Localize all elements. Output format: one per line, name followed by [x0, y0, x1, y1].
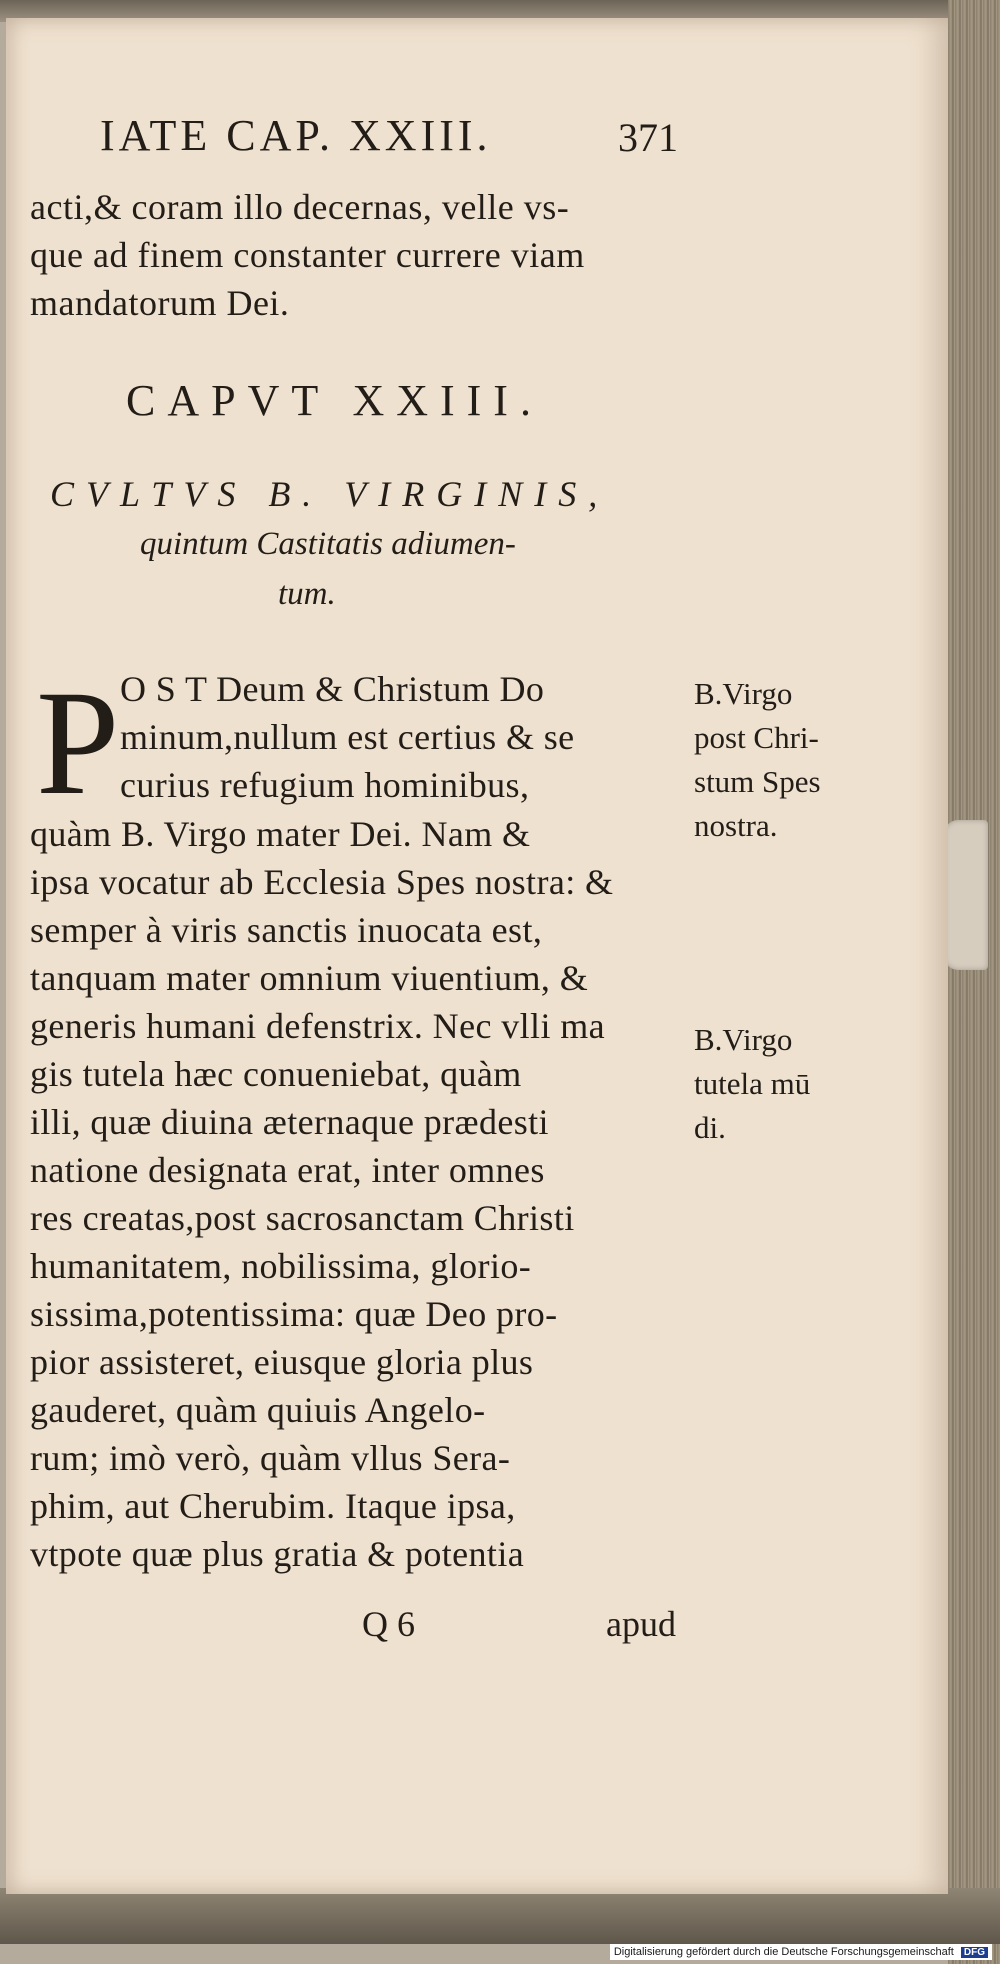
text-line: pior assisteret, eiusque gloria plus: [30, 1342, 534, 1382]
text-line: tanquam mater omnium viuentium, &: [30, 958, 589, 998]
dfg-logo: DFG: [961, 1947, 988, 1958]
chapter-subtitle: CVLTVS B. VIRGINIS,: [50, 474, 610, 514]
margin-note-line: di.: [694, 1110, 726, 1145]
margin-note: [694, 672, 821, 848]
text-line: sissima,potentissima: quæ Deo pro-: [30, 1294, 558, 1334]
text-line: semper à viris sanctis inuocata est,: [30, 910, 543, 950]
digitization-credit: [610, 1944, 992, 1960]
margin-note-line: stum Spes: [694, 764, 821, 799]
text-line: O S T Deum & Christum Do: [120, 669, 545, 709]
text-line: quàm B. Virgo mater Dei. Nam &: [30, 814, 531, 854]
text-line: curius refugium hominibus,: [120, 765, 530, 805]
intro-line: acti,& coram illo decernas, velle vs-: [30, 187, 570, 227]
text-line: gis tutela hæc conueniebat, quàm: [30, 1054, 522, 1094]
drop-cap: P: [36, 660, 120, 826]
catchword: apud: [606, 1604, 676, 1644]
chapter-heading: CAPVT XXIII.: [126, 376, 543, 425]
book-page: [6, 18, 948, 1894]
credit-text: Digitalisierung gefördert durch die Deutsche Forschungsgemeinschaft: [613, 1946, 954, 1958]
text-line: humanitatem, nobilissima, glorio-: [30, 1246, 532, 1286]
page-number: 371: [618, 115, 678, 160]
margin-note-line: tutela mū: [694, 1066, 811, 1101]
chapter-subtitle-line: tum.: [278, 576, 336, 612]
text-line: vtpote quæ plus gratia & potentia: [30, 1534, 525, 1574]
text-line: phim, aut Cherubim. Itaque ipsa,: [30, 1486, 516, 1526]
intro-line: mandatorum Dei.: [30, 283, 290, 323]
margin-note-line: post Chri-: [694, 720, 819, 755]
chapter-subtitle-line: quintum Castitatis adiumen-: [140, 526, 516, 562]
text-line: rum; imò verò, quàm vllus Sera-: [30, 1438, 511, 1478]
page-clip: [944, 820, 988, 970]
text-line: natione designata erat, inter omnes: [30, 1150, 545, 1190]
intro-line: que ad finem constanter currere viam: [30, 235, 585, 275]
margin-note-line: B.Virgo: [694, 1022, 793, 1057]
book-bottom-edge: [0, 1888, 1000, 1944]
margin-note-line: nostra.: [694, 808, 778, 843]
text-line: illi, quæ diuina æternaque prædesti: [30, 1102, 549, 1142]
margin-note-line: B.Virgo: [694, 676, 793, 711]
text-line: generis humani defenstrix. Nec vlli ma: [30, 1006, 606, 1046]
text-line: minum,nullum est certius & se: [120, 717, 575, 757]
text-line: gauderet, quàm quiuis Angelo-: [30, 1390, 486, 1430]
margin-note: [694, 1018, 810, 1150]
text-line: ipsa vocatur ab Ecclesia Spes nostra: &: [30, 862, 614, 902]
text-line: res creatas,post sacrosanctam Christi: [30, 1198, 575, 1238]
running-head: IATE CAP. XXIII.: [100, 111, 492, 160]
book-fore-edge: [948, 0, 1000, 1964]
signature-mark: Q 6: [362, 1604, 415, 1644]
